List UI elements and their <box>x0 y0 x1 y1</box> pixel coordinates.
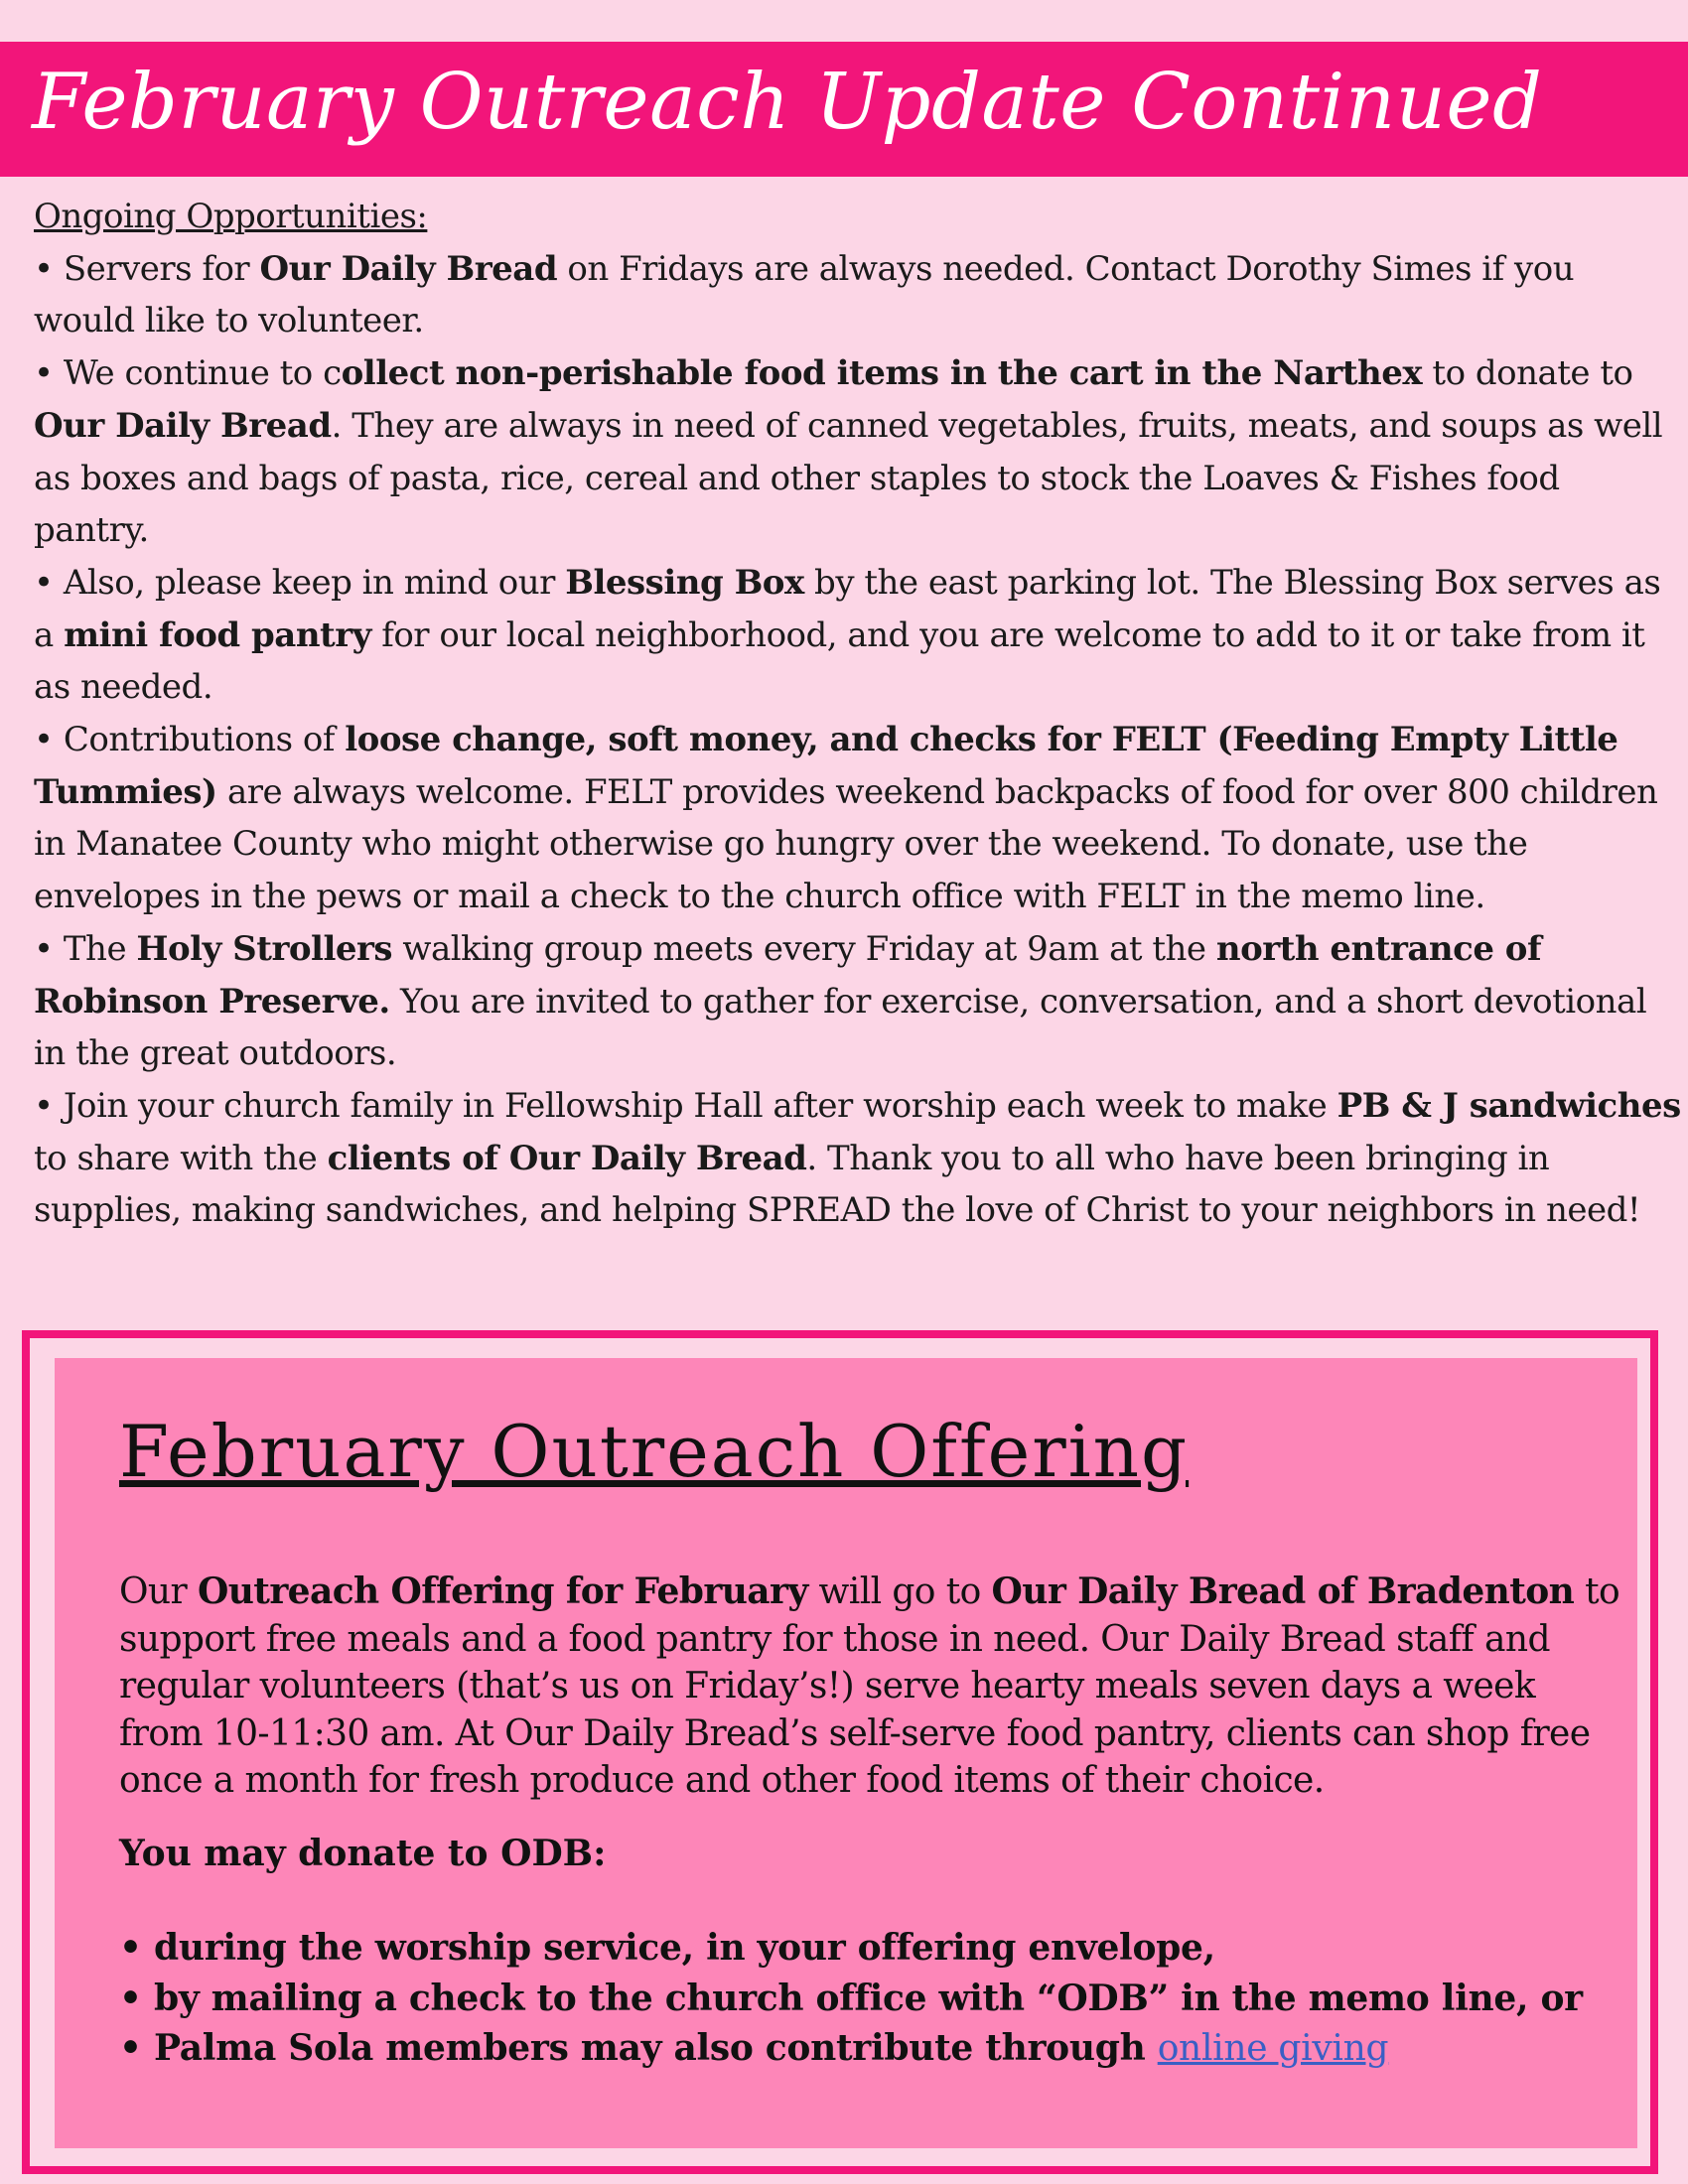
page-title: February Outreach Update Continued <box>32 58 1543 147</box>
header-banner <box>0 42 1688 177</box>
opportunity-servers: • Servers for Our Daily Bread on Fridays are always needed. Contact Dorothy Simes if you would like to volunteer. <box>34 248 1575 341</box>
opportunity-blessing-box: • Also, please keep in mind our Blessing Box by the east parking lot. The Blessing Box serves as a mini food pantry for our local neighborhood, and you are welcome to add to it or take from it as needed. <box>34 562 1661 708</box>
offering-title: February Outreach Offering <box>119 1410 1190 1493</box>
donate-list <box>119 1923 1638 2075</box>
list-item: • Palma Sola members may also contribute through online giving <box>119 2027 1389 2069</box>
list-item: • by mailing a check to the church office with “ODB” in the memo line, or <box>119 1977 1583 2019</box>
list-item: • during the worship service, in your offering envelope, <box>119 1927 1215 1969</box>
donate-heading: You may donate to ODB: <box>119 1833 607 1874</box>
opportunity-felt: • Contributions of loose change, soft money, and checks for FELT (Feeding Empty Little Tummies) are always welcome. FELT provides weekend backpacks of food for over 800 children in Manatee County who might otherwise go hungry over the weekend. To donate, use the envelopes in the pews or mail a check to the church office with FELT in the memo line. <box>34 720 1658 917</box>
section-heading: Ongoing Opportunities: <box>34 197 428 236</box>
offering-description: Our Outreach Offering for February will go to Our Daily Bread of Bradenton to support free meals and a food pantry for those in need. Our Daily Bread staff and regular volunteers (that’s us on Friday’s!) serve hearty meals seven days a week from 10-11:30 am. At Our Daily Bread’s self-serve food pantry, clients can shop free once a month for fresh produce and other food items of their choice. <box>119 1570 1620 1801</box>
opportunity-pbj: • Join your church family in Fellowship Hall after worship each week to make PB & J sandwiches to share with the clients of Our Daily Bread. Thank you to all who have been bringing in supplies, making sandwiches, and helping SPREAD the love of Christ to your neighbors in need! <box>34 1085 1681 1231</box>
online-giving-link[interactable]: online giving <box>1157 2028 1389 2069</box>
opportunity-holy-strollers: • The Holy Strollers walking group meets every Friday at 9am at the north entrance of Robinson Preserve. You are invited to gather for exercise, conversation, and a short devotional in the great outdoors. <box>34 928 1647 1074</box>
opportunity-food-collection: • We continue to collect non-perishable food items in the cart in the Narthex to donate to Our Daily Bread. They are always in need of canned vegetables, fruits, meats, and soups as well as boxes and bags of pasta, rice, cereal and other staples to stock the Loaves & Fishes food pantry. <box>34 353 1663 551</box>
ongoing-section <box>34 191 1682 1237</box>
